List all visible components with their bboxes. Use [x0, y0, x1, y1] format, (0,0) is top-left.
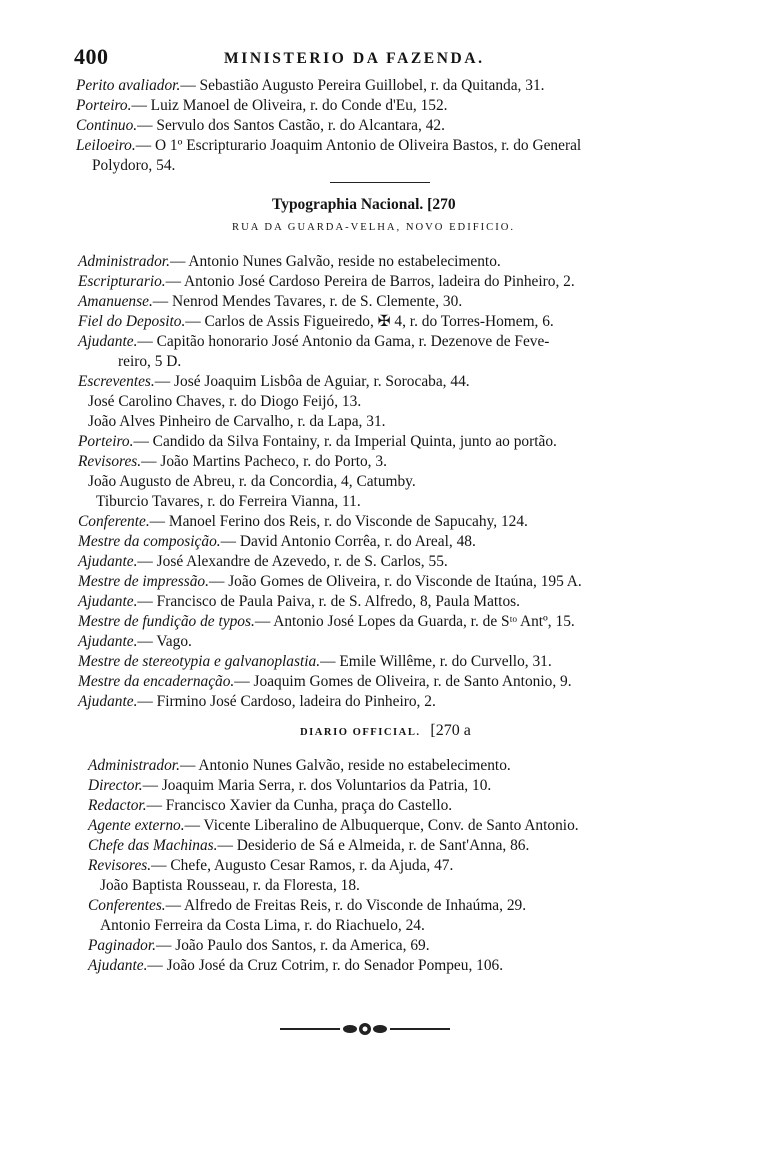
section-title: Typographia Nacional. [270: [272, 196, 456, 213]
entry-line: Ajudante.— João José da Cruz Cotrim, r. do Senador Pompeu, 106.: [88, 957, 504, 974]
entry-line: Mestre de stereotypia e galvanoplastia.— Emile Willême, r. do Curvello, 31.: [78, 653, 552, 670]
ornament-divider-icon: [280, 1022, 450, 1036]
entry-line: Mestre de fundição de typos.— Antonio José Lopes da Guarda, r. de Sᵗᵒ Antº, 15.: [78, 613, 575, 630]
entry-line: Director.— Joaquim Maria Serra, r. dos Voluntarios da Patria, 10.: [88, 777, 492, 794]
entry-line: Administrador.— Antonio Nunes Galvão, reside no estabelecimento.: [88, 757, 511, 774]
entry-line: Chefe das Machinas.— Desiderio de Sá e Almeida, r. de Sant'Anna, 86.: [88, 837, 530, 854]
entry-line: Ajudante.— Vago.: [78, 633, 192, 650]
entry-line: Administrador.— Antonio Nunes Galvão, reside no estabelecimento.: [78, 253, 501, 270]
entry-continuation: reiro, 5 D.: [118, 353, 182, 370]
entry-line: Conferentes.— Alfredo de Freitas Reis, r. do Visconde de Inhaúma, 29.: [88, 897, 527, 914]
section-title: [300, 722, 471, 740]
entry-line: Continuo.— Servulo dos Santos Castão, r. do Alcantara, 42.: [76, 117, 445, 134]
entry-line: Ajudante.— Francisco de Paula Paiva, r. de S. Alfredo, 8, Paula Mattos.: [78, 593, 520, 610]
section-subtitle: RUA DA GUARDA-VELHA, NOVO EDIFICIO.: [232, 222, 516, 233]
section-title-small: DIARIO OFFICIAL.: [300, 727, 421, 738]
entry-continuation: Tiburcio Tavares, r. do Ferreira Vianna, 11.: [96, 493, 361, 510]
entry-continuation: João Augusto de Abreu, r. da Concordia, 4, Catumby.: [88, 473, 416, 490]
entry-line: Ajudante.— José Alexandre de Azevedo, r. de S. Carlos, 55.: [78, 553, 448, 570]
entry-line: Ajudante.— Firmino José Cardoso, ladeira do Pinheiro, 2.: [78, 693, 436, 710]
entry-line: Paginador.— João Paulo dos Santos, r. da America, 69.: [88, 937, 430, 954]
entry-line: Mestre de impressão.— João Gomes de Oliveira, r. do Visconde de Itaúna, 195 A.: [78, 573, 582, 590]
entry-line: Revisores.— Chefe, Augusto Cesar Ramos, r. da Ajuda, 47.: [88, 857, 454, 874]
entry-line: Porteiro.— Luiz Manoel de Oliveira, r. do Conde d'Eu, 152.: [76, 97, 448, 114]
entry-continuation: João Alves Pinheiro de Carvalho, r. da Lapa, 31.: [88, 413, 386, 430]
entry-line: Mestre da encadernação.— Joaquim Gomes de Oliveira, r. de Santo Antonio, 9.: [78, 673, 572, 690]
entry-line: Ajudante.— Capitão honorario José Antonio da Gama, r. Dezenove de Feve-: [78, 333, 550, 350]
running-title: MINISTERIO DA FAZENDA.: [224, 50, 485, 67]
entry-line: Escripturario.— Antonio José Cardoso Pereira de Barros, ladeira do Pinheiro, 2.: [78, 273, 575, 290]
divider-rule: [330, 182, 430, 183]
entry-line: Porteiro.— Candido da Silva Fontainy, r. da Imperial Quinta, junto ao portão.: [78, 433, 557, 450]
page-header: [74, 44, 694, 72]
entry-line: Perito avaliador.— Sebastião Augusto Pereira Guillobel, r. da Quitanda, 31.: [76, 77, 545, 94]
entry-line: Agente externo.— Vicente Liberalino de Albuquerque, Conv. de Santo Antonio.: [88, 817, 579, 834]
entry-line: Amanuense.— Nenrod Mendes Tavares, r. de S. Clemente, 30.: [78, 293, 463, 310]
entry-line: Redactor.— Francisco Xavier da Cunha, praça do Castello.: [88, 797, 453, 814]
entry-continuation: Polydoro, 54.: [92, 157, 176, 174]
entry-line: Fiel do Deposito.— Carlos de Assis Figueiredo, ✠ 4, r. do Torres-Homem, 6.: [78, 313, 554, 330]
entry-line: Leiloeiro.— O 1º Escripturario Joaquim Antonio de Oliveira Bastos, r. do General: [76, 137, 582, 154]
section-reference: [270 a: [430, 722, 471, 739]
entry-line: Conferente.— Manoel Ferino dos Reis, r. do Visconde de Sapucahy, 124.: [78, 513, 528, 530]
entry-continuation: José Carolino Chaves, r. do Diogo Feijó, 13.: [88, 393, 362, 410]
entry-line: Escreventes.— José Joaquim Lisbôa de Aguiar, r. Sorocaba, 44.: [78, 373, 470, 390]
page-number: 400: [74, 44, 109, 69]
entry-continuation: Antonio Ferreira da Costa Lima, r. do Riachuelo, 24.: [100, 917, 425, 934]
entry-line: Mestre da composição.— David Antonio Corrêa, r. do Areal, 48.: [78, 533, 476, 550]
entry-line: Revisores.— João Martins Pacheco, r. do Porto, 3.: [78, 453, 387, 470]
entry-continuation: João Baptista Rousseau, r. da Floresta, 18.: [100, 877, 360, 894]
